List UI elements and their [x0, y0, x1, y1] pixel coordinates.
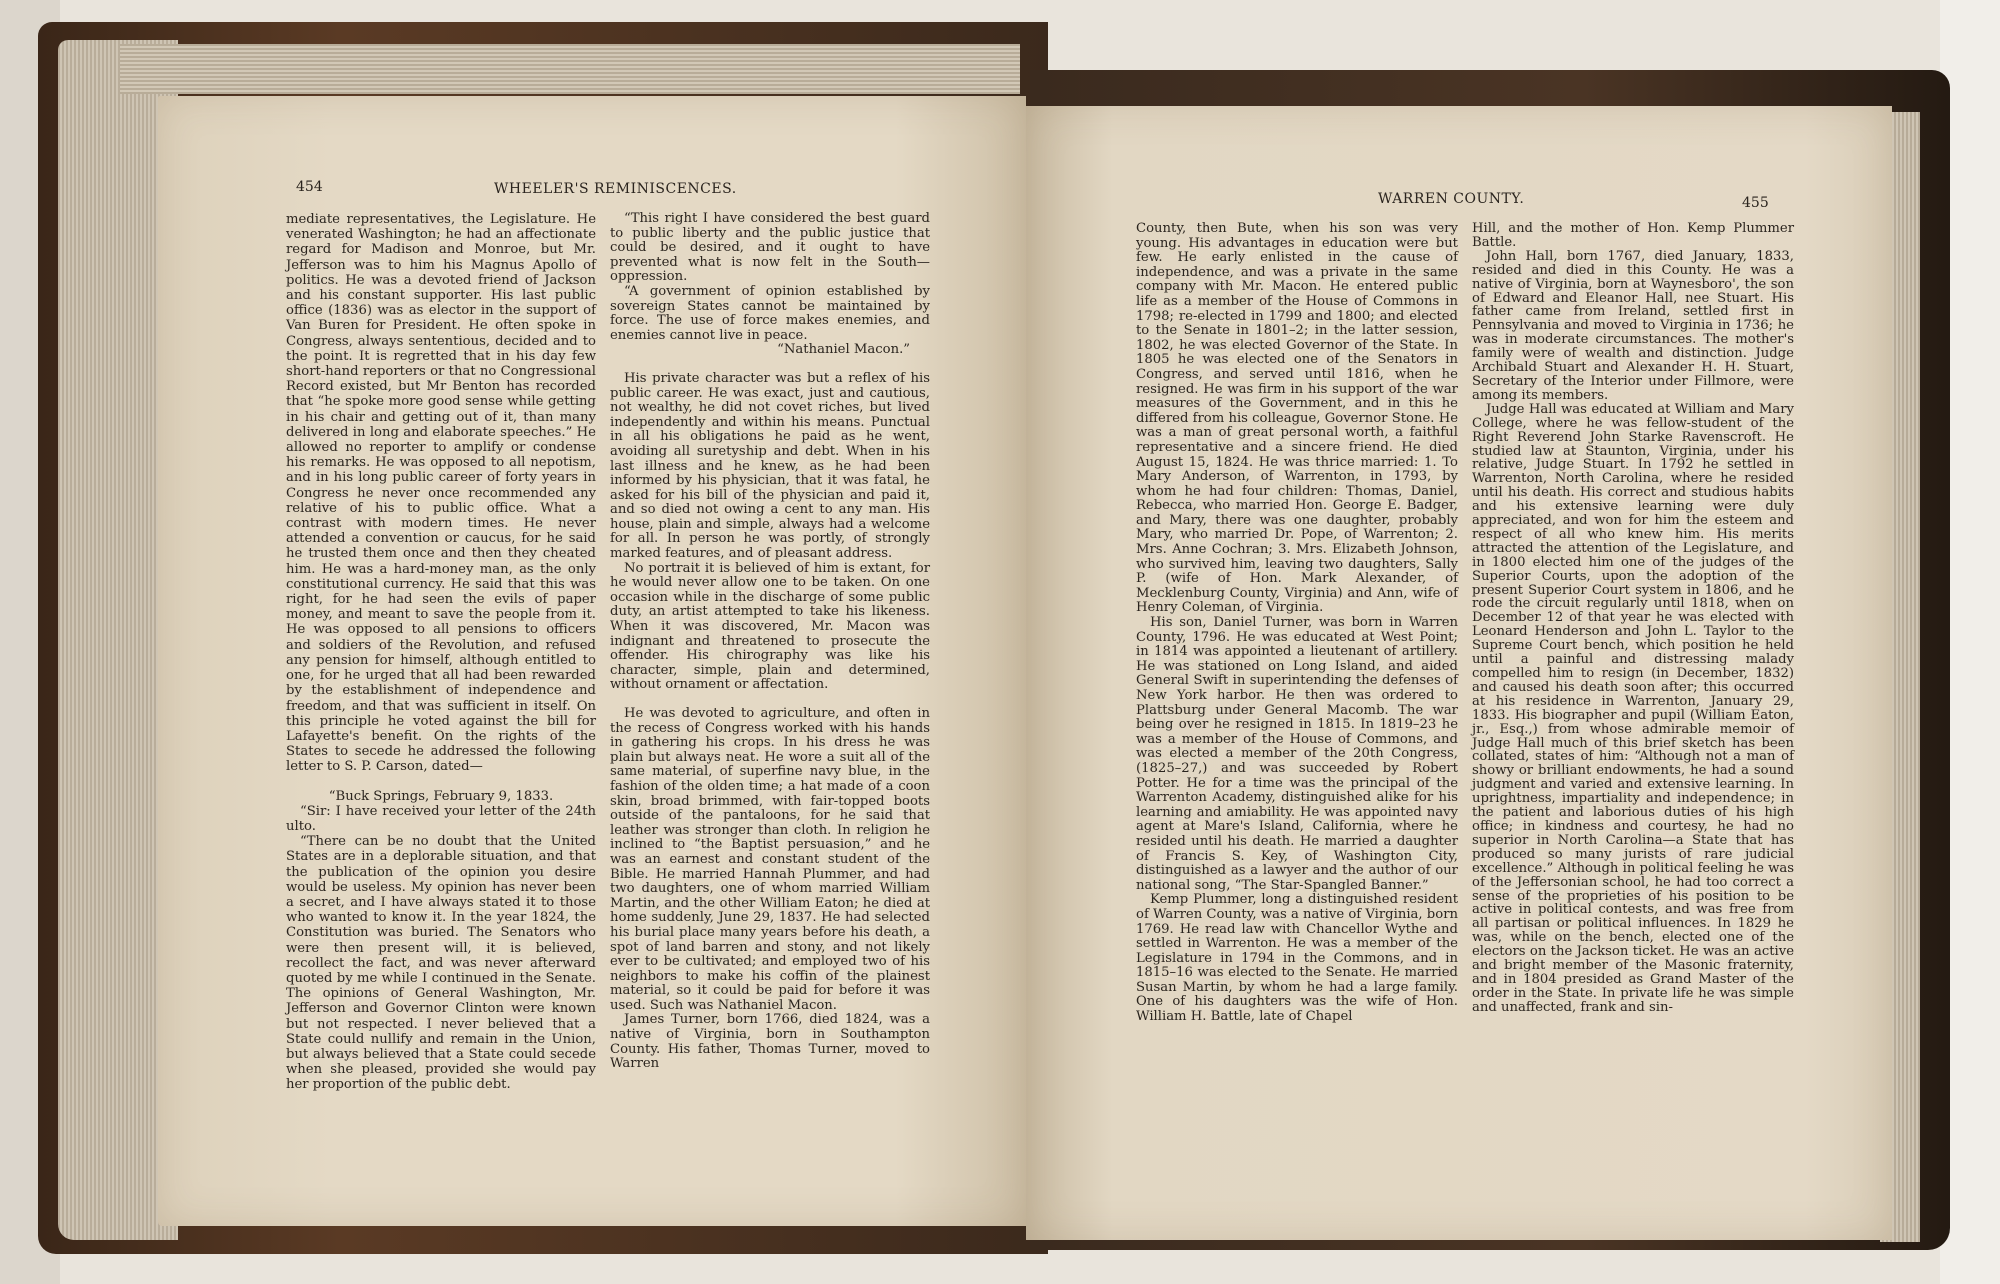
- paragraph: “Sir: I have received your letter of the 24th ulto.: [286, 803, 596, 834]
- page-number-right: 455: [1742, 195, 1769, 211]
- paragraph: James Turner, born 1766, died 1824, was a native of Virginia, born in Southampton County. His father, Thomas Turner, moved to Warren: [610, 1012, 930, 1072]
- left-page-column-1: [286, 212, 596, 1093]
- paragraph: “Nathaniel Macon.”: [777, 342, 910, 358]
- right-page-column-1: [1136, 222, 1458, 1025]
- left-page: [158, 96, 1026, 1226]
- paragraph: “There can be no doubt that the United States are in a deplorable situation, and that the publication of the opinion you desire would be useless. My opinion has never been a secret, and I have always stated it to those who wanted to know it. In the year 1824, the Constitution was buried. The Senators who were then present will, it is believed, recollect the fact, and was never afterward quoted by me while I continued in the Senate. The opinions of General Washington, Mr. Jefferson and Governor Clinton were known but not respected. I never believed that a State could nullify and remain in the Union, but always believed that a State could secede when she pleased, provided she would pay her proportion of the public debt.: [286, 834, 596, 1093]
- paragraph: Hill, and the mother of Hon. Kemp Plummer Battle.: [1472, 221, 1794, 250]
- paragraph: No portrait it is believed of him is extant, for he would never allow one to be taken. On one occasion while in the discharge of some public duty, an artist attempted to take his likeness. When it was discovered, Mr. Macon was indignant and threatened to prosecute the offender. His chirography was like his character, simple, plain and determined, without ornament or affectation.: [610, 560, 930, 693]
- left-page-column-2: [610, 212, 930, 1072]
- paragraph: His private character was but a reflex of his public career. He was exact, just and cautious, not wealthy, he did not covet riches, but lived independently and within his means. Punctual in all his obligations he paid as he went, avoiding all suretyship and debt. When in his last illness and he knew, as he had been informed by his physician, that it was fatal, he asked for his bill of the physician and paid it, and so died not owing a cent to any man. His house, plain and simple, always had a welcome for all. In person he was portly, of strongly marked features, and of pleasant address.: [610, 370, 930, 562]
- right-page: [1026, 106, 1892, 1240]
- paragraph: Judge Hall was educated at William and Mary College, where he was fellow-student of the Right Reverend John Starke Ravenscroft. He studied law at Staunton, Virginia, under his relative, Judge Stuart. In 1792 he settled in Warrenton, North Carolina, where he resided until his death. His correct and studious habits and his extensive learning were duly appreciated, and won for him the esteem and respect of all who knew him. His merits attracted the attention of the Legislature, and in 1800 elected him one of the judges of the Superior Courts, upon the adoption of the present Superior Court system in 1806, and he rode the circuit regularly until 1818, when on December 12 of that year he was elected with Leonard Henderson and John L. Taylor to the Supreme Court bench, which position he held until a painful and distressing malady compelled him to resign (in December, 1832) and caused his death soon after; this occurred at his residence in Warrenton, January 29, 1833. His biographer and pupil (William Eaton, jr., Esq.,) from whose admirable memoir of Judge Hall much of this brief sketch has been collated, states of him: “Although not a man of showy or brilliant endowments, he had a sound judgment and varied and extensive learning. In uprightness, impartiality and independence; in the patient and laborious duties of his high office; in kindness and courtesy, he had no superior in North Carolina—a State that has produced so many jurists of rare judicial excellence.” Although in political feeling he was of the Jeffersonian school, he had too correct a sense of the proprieties of his position to be active in political contests, and was free from all partisan or political influences. In 1829 he was, while on the bench, elected one of the electors on the Jackson ticket. He was an active and bright member of the Masonic fraternity, and in 1804 presided as Grand Master of the order in the State. In private life he was simple and unaffected, frank and sin-: [1472, 401, 1794, 1015]
- paragraph: “Buck Springs, February 9, 1833.: [328, 788, 554, 804]
- paragraph: He was devoted to agriculture, and often in the recess of Congress worked with his hands in gathering his crops. In his dress he was plain but always neat. He wore a suit all of the same material, of superfine navy blue, in the fashion of the olden time; a hat made of a coon skin, broad brimmed, with fair-topped boots outside of the pantaloons, for he said that leather was stronger than cloth. In religion he inclined to “the Baptist persuasion,” and he was an earnest and constant student of the Bible. He married Hannah Plummer, and had two daughters, one of whom married William Martin, and the other William Eaton; he died at home suddenly, June 29, 1837. He had selected his burial place many years before his death, a spot of land barren and stony, and not likely ever to be cultivated; and employed two of his neighbors to make his coffin of the plainest material, so it could be paid for before it was used. Such was Nathaniel Macon.: [610, 706, 930, 1013]
- paragraph: Kemp Plummer, long a distinguished resident of Warren County, was a native of Virginia, born 1769. He read law with Chancellor Wythe and settled in Warrenton. He was a member of the Legislature in 1794 in the Commons, and in 1815–16 was elected to the Senate. He married Susan Martin, by whom he had a large family. One of his daughters was the wife of Hon. William H. Battle, late of Chapel: [1136, 892, 1458, 1025]
- paragraph: “A government of opinion established by sovereign States cannot be maintained by force. The use of force makes enemies, and enemies cannot live in peace.: [610, 283, 930, 343]
- paragraph: “This right I have considered the best guard to public liberty and the public justice that could be desired, and it ought to have prevented what is now felt in the South—oppression.: [610, 211, 930, 285]
- page-number-left: 454: [296, 179, 323, 195]
- paragraph: John Hall, born 1767, died January, 1833, resided and died in this County. He was a native of Virginia, born at Waynesboro', the son of Edward and Eleanor Hall, nee Stuart. His father came from Ireland, settled first in Pennsylvania and moved to Virginia in 1736; he was in moderate circumstances. The mother's family were of wealth and distinction. Judge Archibald Stuart and Alexander H. H. Stuart, Secretary of the Interior under Fillmore, were among its members.: [1472, 248, 1794, 403]
- paragraph: His son, Daniel Turner, was born in Warren County, 1796. He was educated at West Point; in 1814 was appointed a lieutenant of artillery. He was stationed on Long Island, and aided General Swift in superintending the defenses of New York harbor. He then was ordered to Plattsburg under General Macomb. The war being over he resigned in 1815. In 1819–23 he was a member of the House of Commons, and was elected a member of the 20th Congress, (1825–27,) and was succeeded by Robert Potter. He for a time was the principal of the Warrenton Academy, distinguished alike for his learning and amiability. He was appointed navy agent at Mare's Island, California, where he resided until his death. He married a daughter of Francis S. Key, of Washington City, distinguished as a lawyer and the author of our national song, “The Star-Spangled Banner.”: [1136, 615, 1458, 893]
- running-head-right: WARREN COUNTY.: [1378, 191, 1525, 207]
- page-edges-top: [120, 44, 1020, 94]
- paragraph: County, then Bute, when his son was very young. His advantages in education were but few. He early enlisted in the cause of independence, and was a private in the same company with Mr. Macon. He entered public life as a member of the House of Commons in 1798; re-elected in 1799 and 1800; and elected to the Senate in 1801–2; in the latter session, 1802, he was elected Governor of the State. In 1805 he was elected one of the Senators in Congress, and served until 1816, when he resigned. He was firm in his support of the war measures of the Government, and in this he differed from his colleague, Governor Stone. He was a man of great personal worth, a faithful representative and a sincere friend. He died August 15, 1824. He was thrice married: 1. To Mary Anderson, of Warrenton, in 1793, by whom he had four children: Thomas, Daniel, Rebecca, who married Hon. George E. Badger, and Mary, there was one daughter, probably Mary, who married Dr. Pope, of Warrenton; 2. Mrs. Anne Cochran; 3. Mrs. Elizabeth Johnson, who survived him, leaving two daughters, Sally P. (wife of Hon. Mark Alexander, of Mecklenburg County, Virginia) and Ann, wife of Henry Coleman, of Virginia.: [1136, 221, 1458, 616]
- running-head-left: WHEELER'S REMINISCENCES.: [494, 181, 737, 197]
- paragraph: mediate representatives, the Legislature. He venerated Washington; he had an affectionate regard for Madison and Monroe, but Mr. Jefferson was to him his Magnus Apollo of politics. He was a devoted friend of Jackson and his constant supporter. His last public office (1836) was as elector in the support of Van Buren for President. He often spoke in Congress, always sententious, decided and to the point. It is regretted that in his day few short-hand reporters or that no Congressional Record existed, but Mr Benton has recorded that “he spoke more good sense while getting in his chair and getting out of it, than many delivered in long and elaborate speeches.” He allowed no reporter to amplify or condense his remarks. He was opposed to all nepotism, and in his long public career of forty years in Congress he never once recommended any relative of his to public office. What a contrast with modern times. He never attended a convention or caucus, for he said he trusted them once and then they cheated him. He was a hard-money man, as the only constitutional currency. He said that this was right, for he had seen the evils of paper money, and meant to save the people from it. He was opposed to all pensions to officers and soldiers of the Revolution, and refused any pension for himself, although entitled to one, for he urged that all had been rewarded by the establishment of independence and freedom, and that was sufficient in itself. On this principle he voted against the bill for Lafayette's benefit. On the rights of the States to secede he addressed the following letter to S. P. Carson, dated—: [286, 212, 596, 775]
- right-page-column-2: [1472, 222, 1794, 1015]
